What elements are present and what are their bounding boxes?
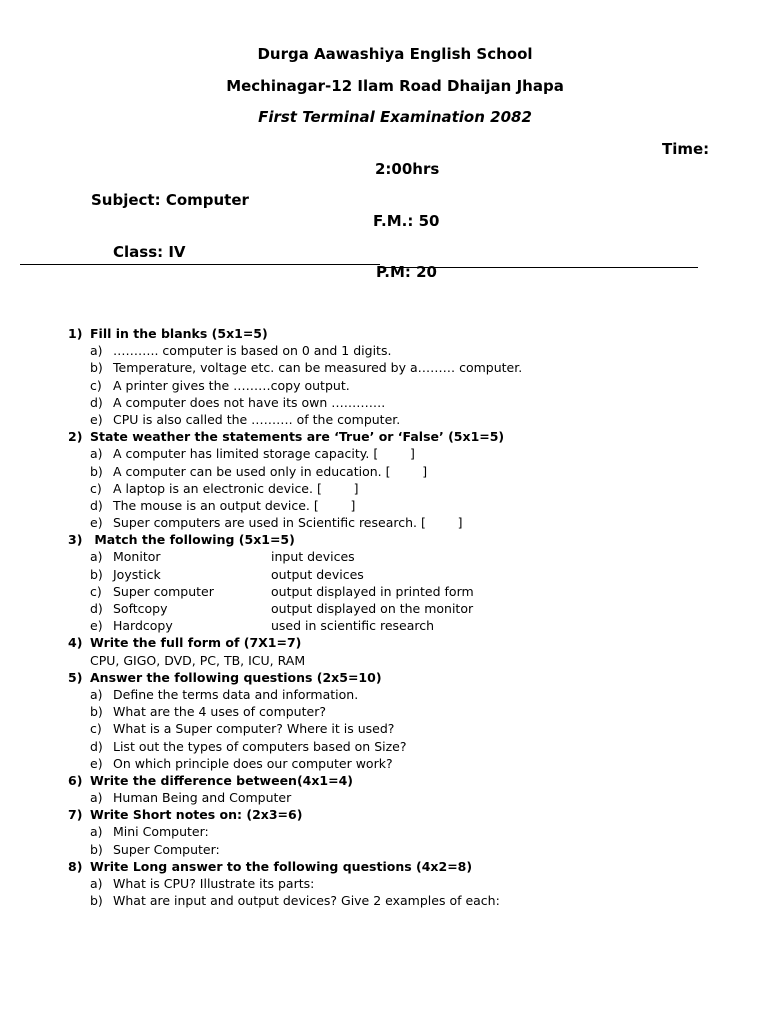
school-address: Mechinagar-12 Ilam Road Dhaijan Jhapa xyxy=(226,77,564,95)
list-item: a) A computer has limited storage capacity. [ ] xyxy=(90,446,415,462)
list-item: a) Human Being and Computer xyxy=(90,790,292,806)
divider-line-left xyxy=(20,264,380,265)
list-item: d) List out the types of computers based on Size? xyxy=(90,738,407,754)
question-heading: 3) Match the following (5x1=5) xyxy=(68,532,295,548)
match-item: output displayed in printed form xyxy=(271,583,474,599)
match-item: output displayed on the monitor xyxy=(271,601,474,616)
full-marks: F.M.: 50 xyxy=(373,212,440,230)
list-item: a) What is CPU? Illustrate its parts: xyxy=(90,876,315,891)
list-item: a) ……….. computer is based on 0 and 1 digits. xyxy=(90,343,392,359)
list-item: e) CPU is also called the ………. of the computer. xyxy=(90,411,401,427)
full-form-list: CPU, GIGO, DVD, PC, TB, ICU, RAM xyxy=(90,652,306,668)
list-item: e) Hardcopy used in scientific research xyxy=(90,618,435,634)
list-item: b) A computer can be used only in education. [ ] xyxy=(90,463,428,479)
list-item: e) On which principle does our computer work? xyxy=(90,755,393,771)
list-item: d) The mouse is an output device. [ ] xyxy=(90,497,356,513)
question-heading: 4) Write the full form of (7X1=7) xyxy=(68,635,302,651)
list-item: d) A computer does not have its own …………. xyxy=(90,394,386,410)
list-item: a) Define the terms data and information. xyxy=(90,686,359,702)
list-item: c) What is a Super computer? Where it is used? xyxy=(90,721,395,737)
list-item: c) A laptop is an electronic device. [ ] xyxy=(90,480,359,496)
school-name: Durga Aawashiya English School xyxy=(257,45,533,63)
question-heading: 2) State weather the statements are ‘True’ or ‘False’ (5x1=5) xyxy=(68,429,505,445)
pass-marks: P.M: 20 xyxy=(376,263,437,281)
list-item: b) Super Computer: xyxy=(90,841,220,857)
list-item: b) Temperature, voltage etc. can be measured by a……… computer. xyxy=(90,360,523,376)
list-item: a) Monitor input devices xyxy=(90,549,355,565)
list-item: c) A printer gives the ………copy output. xyxy=(90,377,350,393)
subject-label: Subject: Computer xyxy=(91,191,249,209)
question-heading: 6) Write the difference between(4x1=4) xyxy=(68,772,354,788)
question-list xyxy=(68,325,522,909)
match-item: used in scientific research xyxy=(271,618,435,634)
question-heading: 1) Fill in the blanks (5x1=5) xyxy=(68,326,268,341)
time-value: 2:00hrs xyxy=(375,160,440,178)
list-item: c) Super computer output displayed in printed form xyxy=(90,583,474,599)
question-heading: 8) Write Long answer to the following questions (4x2=8) xyxy=(68,858,473,874)
match-item: input devices xyxy=(271,549,355,565)
question-heading: 5) Answer the following questions (2x5=10) xyxy=(68,669,382,685)
time-label: Time: xyxy=(662,140,710,158)
list-item: d) Softcopy output displayed on the monitor xyxy=(90,601,474,616)
list-item: b) What are the 4 uses of computer? xyxy=(90,704,326,720)
list-item: b) Joystick output devices xyxy=(90,566,364,582)
class-label: Class: IV xyxy=(113,243,186,261)
exam-title: First Terminal Examination 2082 xyxy=(258,108,532,126)
list-item: e) Super computers are used in Scientific research. [ ] xyxy=(90,515,463,531)
list-item: a) Mini Computer: xyxy=(90,824,209,840)
match-item: output devices xyxy=(271,566,364,582)
question-heading: 7) Write Short notes on: (2x3=6) xyxy=(68,807,303,823)
list-item: b) What are input and output devices? Give 2 examples of each: xyxy=(90,893,500,909)
